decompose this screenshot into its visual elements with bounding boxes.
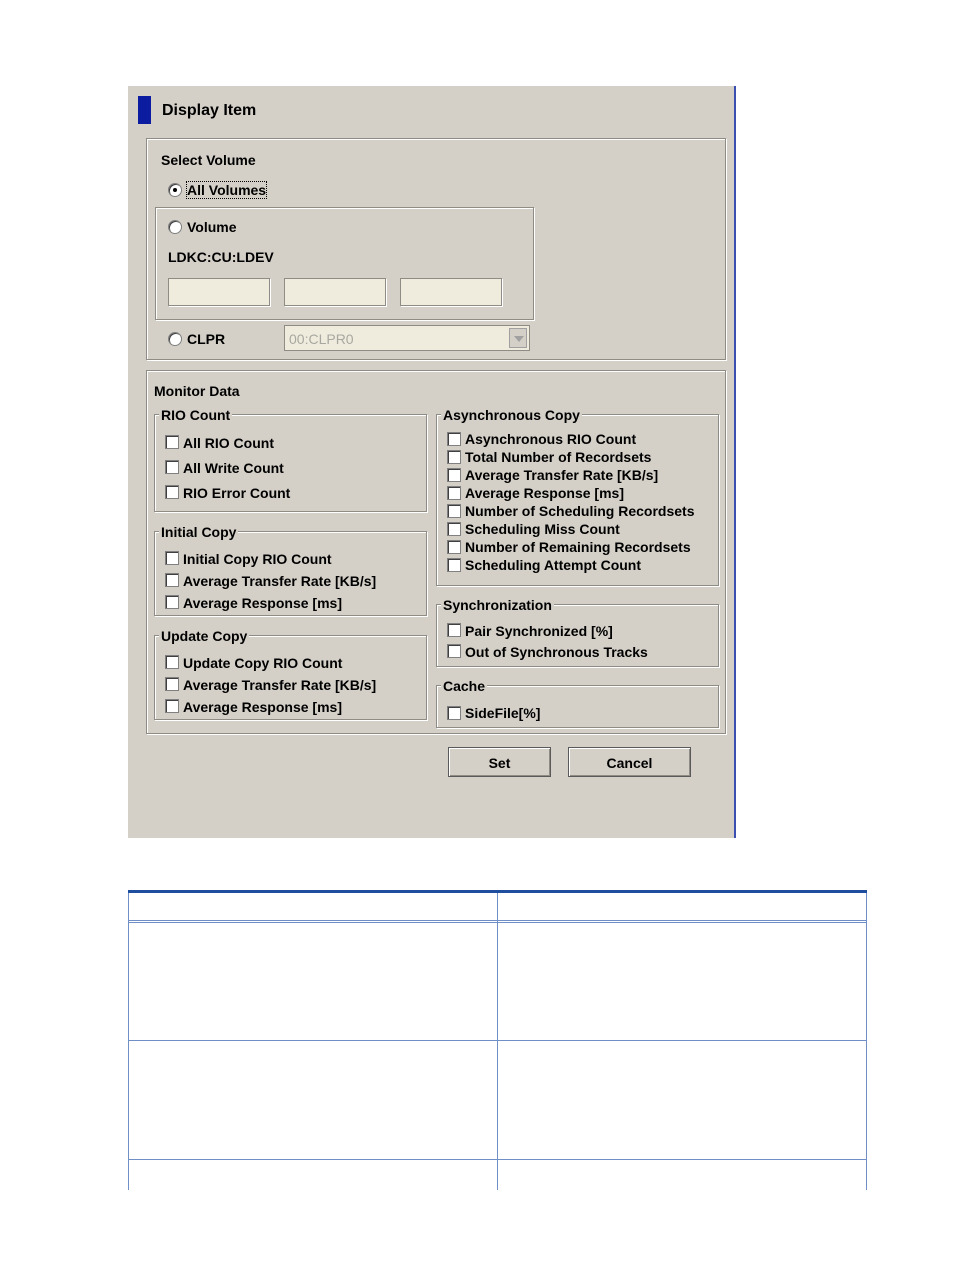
rio-error-count-label: RIO Error Count [183,485,291,501]
all-write-count-checkbox[interactable] [165,460,179,474]
chevron-down-icon [514,336,524,342]
scheduling-attempt-count-checkbox[interactable] [447,558,461,572]
clpr-selected-value: 00:CLPR0 [289,331,354,347]
ldev-label: LDKC:CU:LDEV [168,249,274,265]
scheduling-miss-count-checkbox[interactable] [447,522,461,536]
scheduling-recordsets-label: Number of Scheduling Recordsets [465,503,695,519]
sidefile-checkbox[interactable] [447,706,461,720]
scheduling-attempt-count-label: Scheduling Attempt Count [465,557,642,573]
clpr-radio[interactable] [168,332,182,346]
out-of-sync-tracks-label: Out of Synchronous Tracks [465,644,648,660]
asynchronous-copy-legend: Asynchronous Copy [443,407,580,423]
pair-synchronized-checkbox[interactable] [447,623,461,637]
update-copy-rio-count-checkbox[interactable] [165,655,179,669]
pair-synchronized-label: Pair Synchronized [%] [465,623,613,639]
clpr-dropdown-button[interactable] [509,328,527,348]
all-volumes-label[interactable]: All Volumes [187,182,267,198]
initial-copy-rio-count-label: Initial Copy RIO Count [183,551,332,567]
out-of-sync-tracks-checkbox[interactable] [447,644,461,658]
async-response-label: Average Response [ms] [465,485,624,501]
table-column-divider [497,893,498,1190]
update-copy-transfer-rate-label: Average Transfer Rate [KB/s] [183,677,377,693]
async-transfer-rate-label: Average Transfer Rate [KB/s] [465,467,659,483]
initial-copy-response-checkbox[interactable] [165,595,179,609]
initial-copy-transfer-rate-checkbox[interactable] [165,573,179,587]
async-transfer-rate-checkbox[interactable] [447,468,461,482]
ldev-input[interactable] [400,278,502,306]
remaining-recordsets-checkbox[interactable] [447,540,461,554]
dialog-title: Display Item [162,102,257,119]
sidefile-label: SideFile[%] [465,705,541,721]
initial-copy-rio-count-checkbox[interactable] [165,551,179,565]
update-copy-response-label: Average Response [ms] [183,699,342,715]
initial-copy-response-label: Average Response [ms] [183,595,342,611]
synchronization-legend: Synchronization [443,597,552,613]
all-volumes-radio[interactable] [168,183,182,197]
table-right-border [866,893,867,1190]
clpr-label: CLPR [187,331,226,347]
all-write-count-label: All Write Count [183,460,284,476]
initial-copy-legend: Initial Copy [161,524,237,540]
remaining-recordsets-label: Number of Remaining Recordsets [465,539,691,555]
cancel-button[interactable]: Cancel [568,747,691,777]
set-button[interactable]: Set [448,747,551,777]
title-marker-icon [138,96,151,124]
total-recordsets-checkbox[interactable] [447,450,461,464]
update-copy-transfer-rate-checkbox[interactable] [165,677,179,691]
rio-error-count-checkbox[interactable] [165,485,179,499]
table-left-border [128,893,129,1190]
all-rio-count-label: All RIO Count [183,435,274,451]
update-copy-rio-count-label: Update Copy RIO Count [183,655,343,671]
all-rio-count-checkbox[interactable] [165,435,179,449]
update-copy-legend: Update Copy [161,628,248,644]
async-response-checkbox[interactable] [447,486,461,500]
select-volume-legend: Select Volume [161,152,256,168]
initial-copy-transfer-rate-label: Average Transfer Rate [KB/s] [183,573,377,589]
async-rio-count-checkbox[interactable] [447,432,461,446]
async-rio-count-label: Asynchronous RIO Count [465,431,637,447]
scheduling-recordsets-checkbox[interactable] [447,504,461,518]
volume-label: Volume [187,219,237,235]
ldkc-input[interactable] [168,278,270,306]
rio-count-legend: RIO Count [161,407,231,423]
cache-legend: Cache [443,678,486,694]
update-copy-response-checkbox[interactable] [165,699,179,713]
volume-radio[interactable] [168,220,182,234]
cu-input[interactable] [284,278,386,306]
monitor-data-legend: Monitor Data [154,383,240,399]
scheduling-miss-count-label: Scheduling Miss Count [465,521,620,537]
clpr-select[interactable] [284,325,530,351]
total-recordsets-label: Total Number of Recordsets [465,449,652,465]
display-item-dialog [128,86,736,838]
